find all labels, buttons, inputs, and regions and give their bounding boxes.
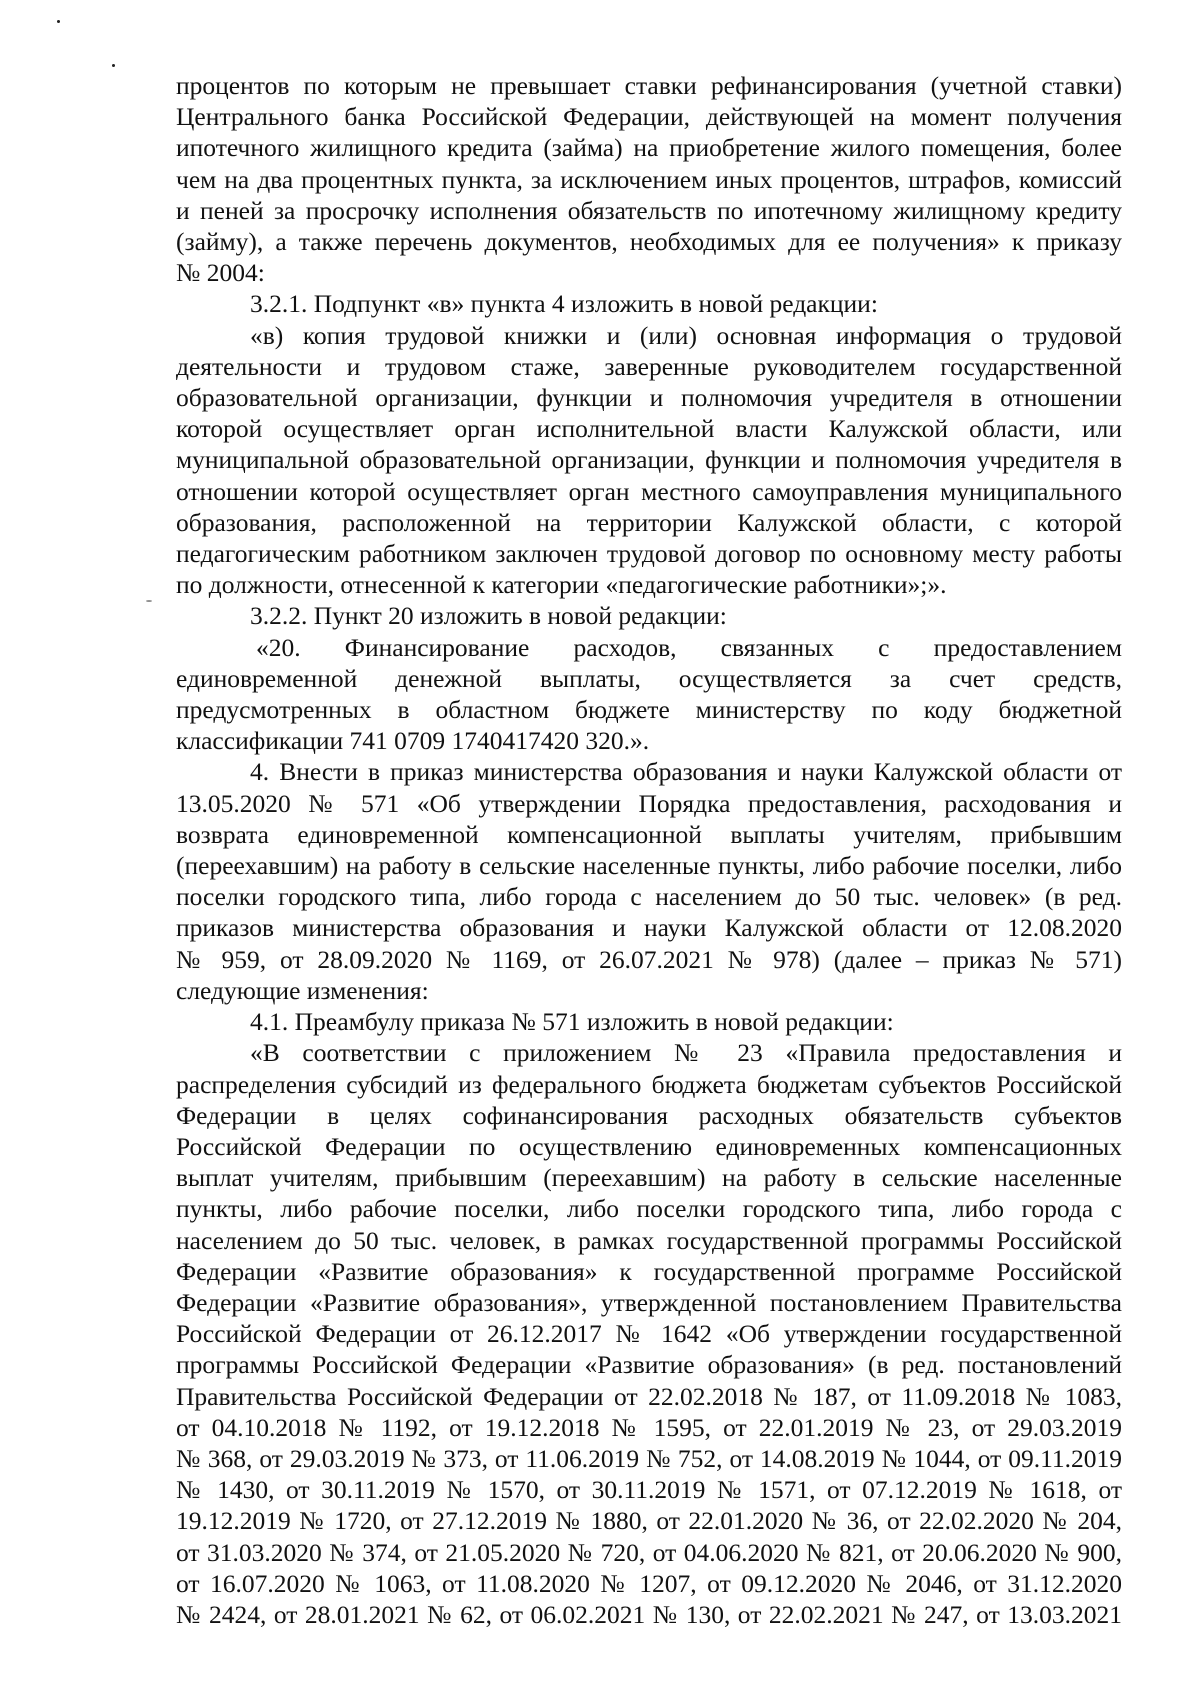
text-line: 19.12.2019 № 1720, от 27.12.2019 № 1880, от 22.01.2020 № 36, от 22.02.2020 № 204,: [176, 1506, 1122, 1536]
paragraph-p4: [176, 600, 1122, 631]
paragraph-p7: [176, 1006, 1122, 1037]
text-line: деятельности и трудовом стаже, заверенные руководителем государственной: [176, 351, 1122, 381]
text-line: Российской Федерации от 26.12.2017 № 1642 «Об утверждении государственной: [176, 1319, 1122, 1349]
scan-speck: [57, 20, 60, 23]
text-line: Правительства Российской Федерации от 22.02.2018 № 187, от 11.09.2018 № 1083,: [176, 1381, 1122, 1411]
text-line: единовременной денежной выплаты, осуществляется за счет средств,: [176, 663, 1122, 693]
text-line: № 1430, от 30.11.2019 № 1570, от 30.11.2019 № 1571, от 07.12.2019 № 1618, от: [176, 1475, 1122, 1505]
text-line: процентов по которым не превышает ставки рефинансирования (учетной ставки): [176, 71, 1122, 100]
text-line: (займу), а также перечень документов, необходимых для ее получения» к приказу: [176, 227, 1122, 257]
paragraph-p2: [176, 288, 1122, 319]
text-line: муниципальной образовательной организации, функции и полномочия учредителя в: [176, 445, 1122, 475]
text-line: 4. Внести в приказ министерства образования и науки Калужской области от: [250, 757, 1122, 787]
text-line: от 16.07.2020 № 1063, от 11.08.2020 № 1207, от 09.12.2020 № 2046, от 31.12.2020: [176, 1568, 1122, 1598]
text-line: Центрального банка Российской Федерации, действующей на момент получения: [176, 102, 1122, 132]
paragraph-p1: [176, 70, 1122, 288]
paragraph-p8: [176, 1037, 1122, 1630]
text-line: чем на два процентных пункта, за исключением иных процентов, штрафов, комиссий: [176, 164, 1122, 194]
text-line: (переехавшим) на работу в сельские населенные пункты, либо рабочие поселки, либо: [176, 851, 1122, 881]
text-line: по должности, отнесенной к категории «педагогические работники»;».: [176, 570, 947, 600]
text-line: «20. Финансирование расходов, связанных с предоставлением: [256, 632, 1122, 662]
text-line: приказов министерства образования и науки Калужской области от 12.08.2020: [176, 913, 1122, 943]
text-line: Федерации в целях софинансирования расходных обязательств субъектов: [176, 1100, 1122, 1130]
text-line: которой осуществляет орган исполнительной власти Калужской области, или: [176, 414, 1122, 444]
text-line: программы Российской Федерации «Развитие образования» (в ред. постановлений: [176, 1350, 1122, 1380]
document-body: [176, 70, 1122, 1630]
text-line: отношении которой осуществляет орган местного самоуправления муниципального: [176, 476, 1122, 506]
text-line: распределения субсидий из федерального бюджета бюджетам субъектов Российской: [176, 1069, 1122, 1099]
text-line: Российской Федерации по осуществлению единовременных компенсационных: [176, 1131, 1122, 1161]
text-line: № 2424, от 28.01.2021 № 62, от 06.02.2021 № 130, от 22.02.2021 № 247, от 13.03.2021: [176, 1599, 1122, 1629]
text-line: образования, расположенной на территории Калужской области, с которой: [176, 507, 1122, 537]
text-line: возврата единовременной компенсационной выплаты учителям, прибывшим: [176, 819, 1122, 849]
text-line: 13.05.2020 № 571 «Об утверждении Порядка предоставления, расходования и: [176, 788, 1122, 818]
text-line: Федерации «Развитие образования», утвержденной постановлением Правительства: [176, 1287, 1122, 1317]
text-line: 3.2.1. Подпункт «в» пункта 4 изложить в новой редакции:: [250, 289, 878, 319]
text-line: классификации 741 0709 1740417420 320.».: [176, 726, 650, 756]
text-line: следующие изменения:: [176, 975, 429, 1005]
text-line: Федерации «Развитие образования» к государственной программе Российской: [176, 1256, 1122, 1286]
text-line: от 04.10.2018 № 1192, от 19.12.2018 № 1595, от 22.01.2019 № 23, от 29.03.2019: [176, 1412, 1122, 1442]
text-line: предусмотренных в областном бюджете министерству по коду бюджетной: [176, 695, 1122, 725]
paragraph-p6: [176, 756, 1122, 1006]
text-line: от 31.03.2020 № 374, от 21.05.2020 № 720, от 04.06.2020 № 821, от 20.06.2020 № 900,: [176, 1537, 1122, 1567]
text-line: «в) копия трудовой книжки и (или) основная информация о трудовой: [250, 320, 1122, 350]
text-line: пункты, либо рабочие поселки, либо поселки городского типа, либо города с: [176, 1194, 1122, 1224]
text-line: педагогическим работником заключен трудовой договор по основному месту работы: [176, 539, 1122, 569]
text-line: ипотечного жилищного кредита (займа) на приобретение жилого помещения, более: [176, 133, 1122, 163]
text-line: населением до 50 тыс. человек, в рамках государственной программы Российской: [176, 1225, 1122, 1255]
text-line: № 368, от 29.03.2019 № 373, от 11.06.2019 № 752, от 14.08.2019 № 1044, от 09.11.2019: [176, 1443, 1122, 1473]
scan-speck: [112, 64, 115, 67]
text-line: выплат учителям, прибывшим (переехавшим) на работу в сельские населенные: [176, 1163, 1122, 1193]
text-line: образовательной организации, функции и полномочия учредителя в отношении: [176, 383, 1122, 413]
paragraph-p3: [176, 320, 1122, 601]
paragraph-p5: [176, 632, 1122, 757]
text-line: 3.2.2. Пункт 20 изложить в новой редакции:: [250, 601, 727, 631]
scan-speck: [146, 600, 152, 602]
text-line: и пеней за просрочку исполнения обязательств по ипотечному жилищному кредиту: [176, 195, 1122, 225]
text-line: № 959, от 28.09.2020 № 1169, от 26.07.2021 № 978) (далее – приказ № 571): [176, 944, 1122, 974]
text-line: «В соответствии с приложением № 23 «Правила предоставления и: [250, 1038, 1122, 1068]
text-line: поселки городского типа, либо города с населением до 50 тыс. человек» (в ред.: [176, 882, 1122, 912]
text-line: 4.1. Преамбулу приказа № 571 изложить в новой редакции:: [250, 1007, 894, 1037]
text-line: № 2004:: [176, 258, 265, 288]
